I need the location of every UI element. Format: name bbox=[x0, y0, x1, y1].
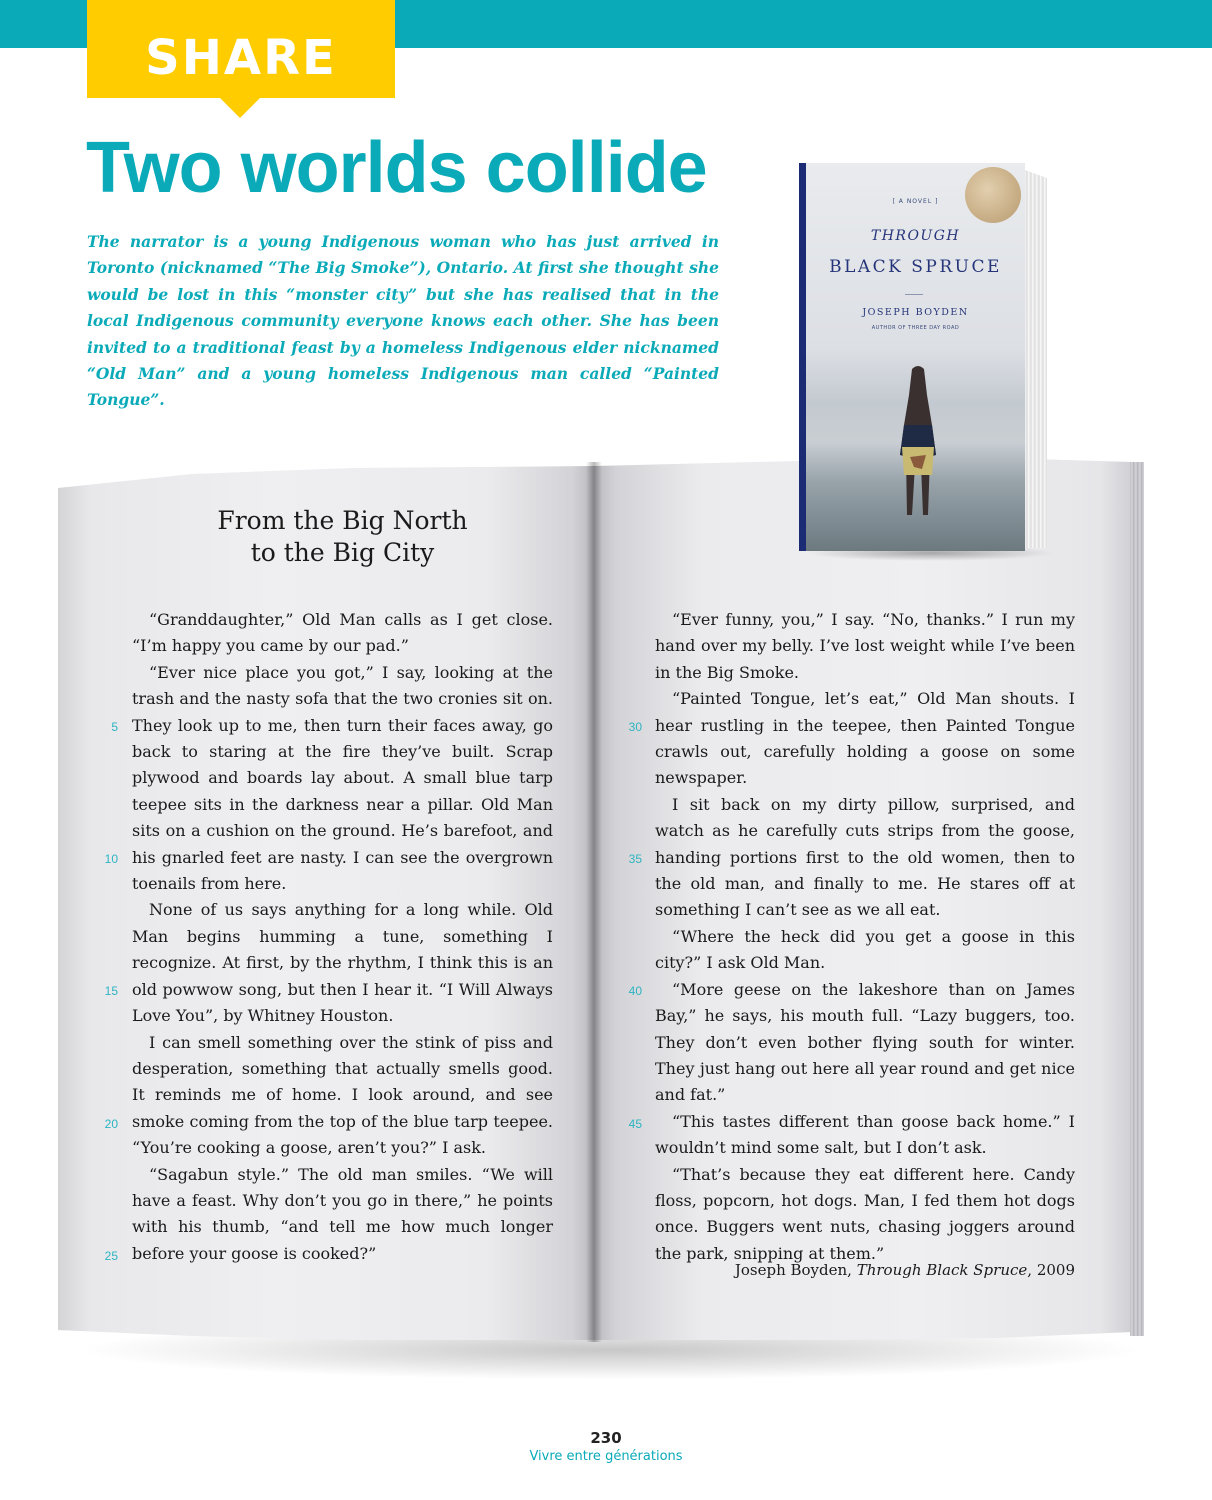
cover-kicker: [ A NOVEL ] bbox=[892, 198, 939, 205]
share-label: SHARE bbox=[145, 30, 337, 86]
excerpt-paragraph: I sit back on my dirty pillow, surprised, and watch as he carefully cuts strips from the goose, handing portions first to the old women, then to the old man, and finally to me. He stares off at something I can’t see as we all eat. bbox=[655, 794, 1075, 920]
line-number: 35 bbox=[628, 852, 642, 866]
intro-paragraph: The narrator is a young Indigenous woman who has just arrived in Toronto (nicknamed “The Big Smoke”), Ontario. At first she thought she would be lost in this “monster city” but she has realised that in the local Indigenous community everyone knows each other. She has been invited to a traditional feast by a homeless Indigenous elder nicknamed “Old Man” and a young homeless Indigenous man called “Painted Tongue”. bbox=[87, 232, 719, 410]
attribution-author: Joseph Boyden, bbox=[734, 1261, 857, 1279]
excerpt-heading-line1: From the Big North bbox=[217, 506, 468, 535]
book-gutter bbox=[586, 462, 602, 1342]
line-number: 5 bbox=[111, 720, 118, 734]
cover-title-line1: THROUGH bbox=[870, 228, 961, 244]
excerpt-paragraph: “Where the heck did you get a goose in this city?” I ask Old Man. bbox=[655, 926, 1075, 973]
line-number: 15 bbox=[104, 984, 118, 998]
line-number: 40 bbox=[628, 984, 642, 998]
page-number: 230 bbox=[590, 1429, 622, 1447]
excerpt-heading bbox=[132, 505, 553, 569]
line-number: 30 bbox=[628, 720, 642, 734]
excerpt-paragraph: I can smell something over the stink of piss and desperation, something that actually smells good. It reminds me of home. I look around, and see smoke coming from the top of the blue tarp teepee. “You’re cooking a goose, aren’t you?” I ask. bbox=[132, 1032, 553, 1158]
cover-author: JOSEPH BOYDEN bbox=[862, 307, 969, 318]
excerpt-paragraph: “Ever funny, you,” I say. “No, thanks.” I run my hand over my belly. I’ve lost weight while I’ve been in the Big Smoke. bbox=[655, 610, 1075, 682]
excerpt-paragraph: “Granddaughter,” Old Man calls as I get close. “I’m happy you came by our pad.” bbox=[132, 610, 553, 656]
book-spine bbox=[799, 163, 806, 551]
woman-figure-illustration bbox=[896, 365, 940, 535]
award-seal-icon bbox=[965, 167, 1021, 223]
excerpt-heading-line2: to the Big City bbox=[250, 538, 435, 567]
excerpt-paragraph: “Ever nice place you got,” I say, looking at the trash and the nasty sofa that the two cronies sit on. They look up to me, then turn their faces away, go back to staring at the fire they’ve built. Scrap plywood and boards lay about. A small blue tarp teepee sits in the darkness near a pillar. Old Man sits on a cushion on the ground. He’s barefoot, and his gnarled feet are nasty. I can see the overgrown toenails from here. bbox=[132, 662, 553, 894]
line-number: 20 bbox=[104, 1117, 118, 1131]
excerpt-paragraph: “More geese on the lakeshore than on James Bay,” he says, his mouth full. “Lazy buggers, too. They don’t even bother flying south for winter. They just hang out here all year round and get nice and fat.” bbox=[655, 979, 1075, 1105]
excerpt-paragraph: “Painted Tongue, let’s eat,” Old Man shouts. I hear rustling in the teepee, then Painted Tongue crawls out, carefully holding a goose on some newspaper. bbox=[655, 689, 1075, 788]
excerpt-paragraph: “Sagabun style.” The old man smiles. “We will have a feast. Why don’t you go in there,” he points with his thumb, “and tell me how much longer before your goose is cooked?” bbox=[132, 1164, 553, 1263]
cover-rule bbox=[905, 294, 923, 295]
excerpt-paragraph: “That’s because they eat different here. Candy floss, popcorn, hot dogs. Man, I fed them hot dogs once. Buggers went nuts, chasing joggers around the park, snipping at them.” bbox=[655, 1164, 1075, 1263]
attribution-title: Through Black Spruce bbox=[856, 1261, 1028, 1279]
excerpt-left-column bbox=[132, 607, 553, 1267]
page-title: Two worlds collide bbox=[86, 128, 707, 208]
excerpt-paragraph: “This tastes different than goose back home.” I wouldn’t mind some salt, but I don’t ask. bbox=[655, 1111, 1075, 1158]
cover-title-line2: BLACK SPRUCE bbox=[829, 257, 1002, 277]
excerpt-attribution bbox=[655, 1258, 1075, 1282]
line-number: 25 bbox=[104, 1249, 118, 1263]
cover-page-edges bbox=[1025, 170, 1047, 548]
excerpt-paragraph: None of us says anything for a long while. Old Man begins humming a tune, something I recognize. At first, by the rhythm, I think this is an old powwow song, but then I hear it. “I Will Always Love You”, by Whitney Houston. bbox=[132, 900, 553, 1026]
cover-tagline: AUTHOR OF THREE DAY ROAD bbox=[871, 325, 960, 331]
page-stack-edge bbox=[1130, 462, 1144, 1336]
line-number: 45 bbox=[628, 1117, 642, 1131]
share-tab bbox=[87, 0, 395, 98]
excerpt-right-column bbox=[655, 607, 1075, 1267]
line-number: 10 bbox=[104, 852, 118, 866]
footer-caption: Vivre entre générations bbox=[529, 1449, 683, 1464]
attribution-year: , 2009 bbox=[1027, 1261, 1075, 1279]
